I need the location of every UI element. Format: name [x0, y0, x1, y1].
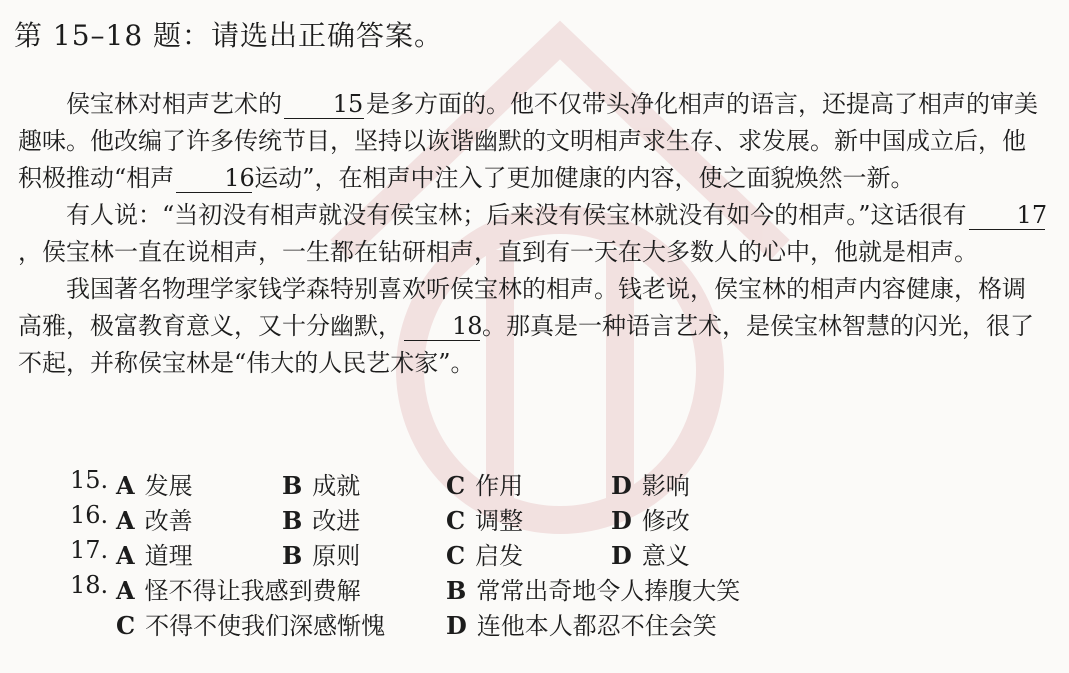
option-d[interactable]: D 连他本人都忍不住会笑 — [446, 611, 717, 640]
paragraph-text: 有人说：“当初没有相声就没有侯宝林；后来没有侯宝林就没有如今的相声。”这话很有 — [66, 201, 967, 229]
question-number: 18. — [70, 571, 109, 599]
option-d[interactable]: D 影响 — [611, 471, 690, 500]
option-c[interactable]: C 作用 — [446, 471, 524, 500]
page-title: 第 15–18 题：请选出正确答案。 — [14, 19, 444, 52]
question-number: 17. — [70, 536, 109, 564]
option-b[interactable]: B 原则 — [282, 541, 361, 570]
option-b[interactable]: B 常常出奇地令人捧腹大笑 — [446, 576, 741, 605]
option-c[interactable]: C 启发 — [446, 541, 524, 570]
option-a[interactable]: A 改善 — [116, 506, 193, 535]
paragraph-3 — [18, 271, 1048, 382]
blank-16: 16 — [176, 164, 252, 193]
question-row-17 — [70, 536, 970, 571]
question-number: 16. — [70, 501, 109, 529]
paragraph-2 — [18, 197, 1048, 271]
question-number: 15. — [70, 466, 109, 494]
paragraph-text: 我国著名物理学家钱学森特别喜欢听侯宝林的相声。钱老说，侯宝林的相声内容健康，格调高雅，极富教育意义，又十分幽默， — [18, 275, 1026, 340]
question-row-16 — [70, 501, 970, 536]
question-row-18-cont — [70, 606, 970, 641]
paragraph-text: 运动”，在相声中注入了更加健康的内容，使之面貌焕然一新。 — [254, 164, 915, 192]
paragraph-text: 是多方面的。他不仅带头净化相声的语言，还提高了相声的审美趣味。他改编了许多传统节目，坚持以诙谐幽默的文明相声求生存、求发展。新中国成立后，他积极推动“相声 — [18, 90, 1038, 192]
paragraph-text: 。那真是一种语言艺术，是侯宝林智慧的闪光，很了不起，并称侯宝林是“伟大的人民艺术家”。 — [18, 312, 1034, 377]
option-d[interactable]: D 修改 — [611, 506, 690, 535]
question-row-18 — [70, 571, 970, 606]
option-d[interactable]: D 意义 — [611, 541, 690, 570]
option-b[interactable]: B 成就 — [282, 471, 361, 500]
blank-15: 15 — [284, 90, 364, 119]
paragraph-text: ，侯宝林一直在说相声，一生都在钻研相声，直到有一天在大多数人的心中，他就是相声。 — [18, 238, 978, 266]
paragraph-1 — [18, 86, 1048, 197]
passage — [18, 86, 1048, 382]
blank-18: 18 — [404, 312, 480, 341]
option-c[interactable]: C 不得不使我们深感惭愧 — [116, 611, 386, 640]
option-a[interactable]: A 发展 — [116, 471, 193, 500]
answer-options — [70, 466, 970, 641]
option-a[interactable]: A 道理 — [116, 541, 193, 570]
blank-17: 17 — [969, 201, 1045, 230]
paragraph-text: 侯宝林对相声艺术的 — [66, 90, 282, 118]
option-a[interactable]: A 怪不得让我感到费解 — [116, 576, 361, 605]
option-c[interactable]: C 调整 — [446, 506, 524, 535]
question-row-15 — [70, 466, 970, 501]
option-b[interactable]: B 改进 — [282, 506, 361, 535]
